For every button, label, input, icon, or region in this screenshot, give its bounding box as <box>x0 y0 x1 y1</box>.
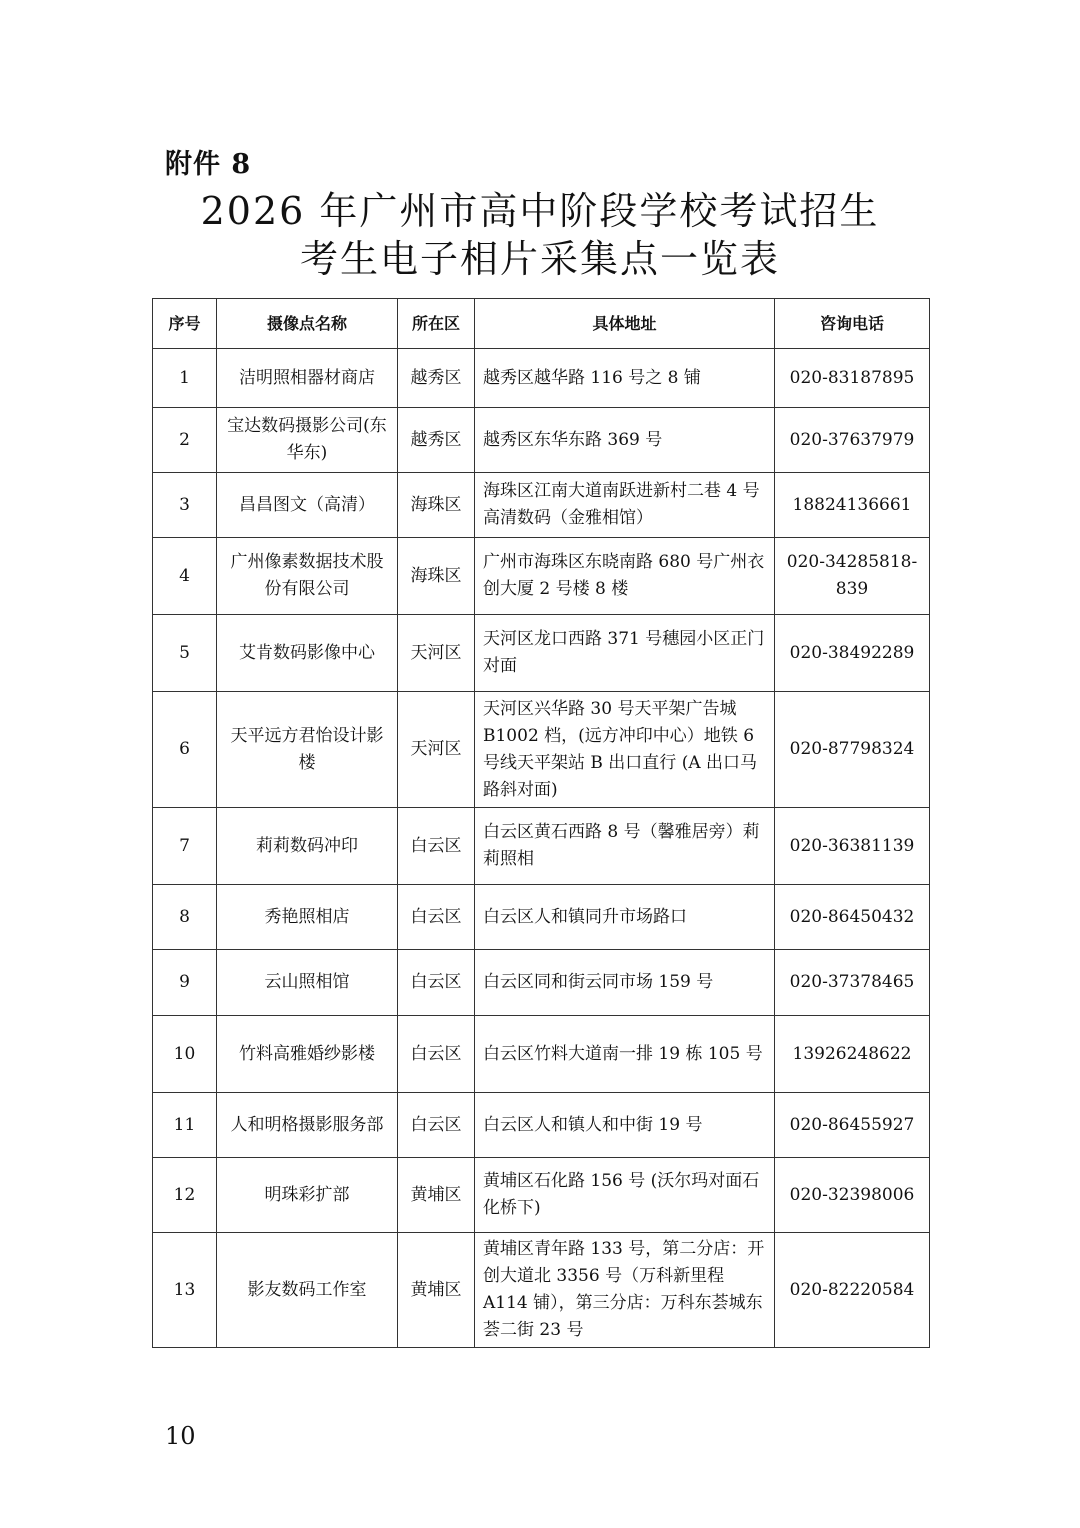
photo-points-table <box>152 298 930 1348</box>
cell-address: 越秀区东华东路 369 号 <box>475 408 775 473</box>
cell-name: 昌昌图文（高清） <box>217 473 398 538</box>
cell-district: 天河区 <box>398 615 475 692</box>
table-row <box>153 349 930 408</box>
table-row <box>153 1158 930 1233</box>
cell-district: 白云区 <box>398 1016 475 1093</box>
cell-district: 越秀区 <box>398 349 475 408</box>
cell-district: 白云区 <box>398 950 475 1016</box>
table-row <box>153 1233 930 1348</box>
table-row <box>153 408 930 473</box>
table-row <box>153 885 930 950</box>
cell-district: 海珠区 <box>398 538 475 615</box>
column-header: 所在区 <box>398 299 475 349</box>
cell-address: 白云区人和镇同升市场路口 <box>475 885 775 950</box>
cell-phone: 020-37378465 <box>775 950 930 1016</box>
column-header: 序号 <box>153 299 217 349</box>
cell-address: 白云区人和镇人和中街 19 号 <box>475 1093 775 1158</box>
cell-district: 越秀区 <box>398 408 475 473</box>
cell-no: 5 <box>153 615 217 692</box>
cell-address: 越秀区越华路 116 号之 8 铺 <box>475 349 775 408</box>
cell-phone: 020-86455927 <box>775 1093 930 1158</box>
cell-phone: 020-36381139 <box>775 808 930 885</box>
cell-address: 白云区黄石西路 8 号（馨雅居旁）莉莉照相 <box>475 808 775 885</box>
page-title-line2: 考生电子相片采集点一览表 <box>299 237 780 281</box>
column-header: 咨询电话 <box>775 299 930 349</box>
cell-phone: 13926248622 <box>775 1016 930 1093</box>
page-title-line1: 2026 年广州市高中阶段学校考试招生 <box>200 189 880 233</box>
table-row <box>153 538 930 615</box>
cell-address: 黄埔区青年路 133 号，第二分店：开创大道北 3356 号（万科新里程 A114 铺），第三分店：万科东荟城东荟二街 23 号 <box>475 1233 775 1348</box>
cell-district: 天河区 <box>398 692 475 808</box>
cell-name: 云山照相馆 <box>217 950 398 1016</box>
column-header: 摄像点名称 <box>217 299 398 349</box>
cell-no: 6 <box>153 692 217 808</box>
cell-phone: 020-37637979 <box>775 408 930 473</box>
cell-phone: 18824136661 <box>775 473 930 538</box>
cell-no: 1 <box>153 349 217 408</box>
cell-district: 白云区 <box>398 1093 475 1158</box>
cell-name: 宝达数码摄影公司(东华东) <box>217 408 398 473</box>
cell-district: 白云区 <box>398 808 475 885</box>
cell-no: 10 <box>153 1016 217 1093</box>
cell-no: 4 <box>153 538 217 615</box>
table-row <box>153 692 930 808</box>
cell-phone: 020-82220584 <box>775 1233 930 1348</box>
cell-address: 白云区竹料大道南一排 19 栋 105 号 <box>475 1016 775 1093</box>
cell-no: 7 <box>153 808 217 885</box>
cell-no: 11 <box>153 1093 217 1158</box>
cell-name: 影友数码工作室 <box>217 1233 398 1348</box>
cell-address: 天河区龙口西路 371 号穗园小区正门对面 <box>475 615 775 692</box>
cell-phone: 020-34285818-839 <box>775 538 930 615</box>
cell-name: 天平远方君怡设计影楼 <box>217 692 398 808</box>
cell-no: 12 <box>153 1158 217 1233</box>
cell-district: 海珠区 <box>398 473 475 538</box>
cell-name: 人和明格摄影服务部 <box>217 1093 398 1158</box>
cell-name: 广州像素数据技术股份有限公司 <box>217 538 398 615</box>
cell-address: 白云区同和街云同市场 159 号 <box>475 950 775 1016</box>
cell-no: 2 <box>153 408 217 473</box>
cell-name: 莉莉数码冲印 <box>217 808 398 885</box>
attachment-label: 附件 8 <box>165 149 252 180</box>
cell-no: 3 <box>153 473 217 538</box>
cell-district: 黄埔区 <box>398 1233 475 1348</box>
table-row <box>153 950 930 1016</box>
table-row <box>153 473 930 538</box>
cell-address: 天河区兴华路 30 号天平架广告城 B1002 档，(远方冲印中心）地铁 6 号线天平架站 B 出口直行 (A 出口马路斜对面) <box>475 692 775 808</box>
cell-no: 8 <box>153 885 217 950</box>
page-number: 10 <box>165 1422 196 1450</box>
table-row <box>153 1093 930 1158</box>
cell-name: 洁明照相器材商店 <box>217 349 398 408</box>
cell-phone: 020-38492289 <box>775 615 930 692</box>
cell-address: 海珠区江南大道南跃进新村二巷 4 号高清数码（金雅相馆） <box>475 473 775 538</box>
cell-name: 艾肯数码影像中心 <box>217 615 398 692</box>
column-header: 具体地址 <box>475 299 775 349</box>
table-row <box>153 615 930 692</box>
table-row <box>153 1016 930 1093</box>
cell-address: 黄埔区石化路 156 号 (沃尔玛对面石化桥下) <box>475 1158 775 1233</box>
table-row <box>153 808 930 885</box>
cell-address: 广州市海珠区东晓南路 680 号广州衣创大厦 2 号楼 8 楼 <box>475 538 775 615</box>
cell-phone: 020-83187895 <box>775 349 930 408</box>
cell-name: 秀艳照相店 <box>217 885 398 950</box>
cell-phone: 020-32398006 <box>775 1158 930 1233</box>
cell-no: 13 <box>153 1233 217 1348</box>
cell-district: 白云区 <box>398 885 475 950</box>
table-header-row <box>153 299 930 349</box>
cell-no: 9 <box>153 950 217 1016</box>
cell-phone: 020-86450432 <box>775 885 930 950</box>
cell-name: 竹料高雅婚纱影楼 <box>217 1016 398 1093</box>
cell-name: 明珠彩扩部 <box>217 1158 398 1233</box>
cell-district: 黄埔区 <box>398 1158 475 1233</box>
cell-phone: 020-87798324 <box>775 692 930 808</box>
